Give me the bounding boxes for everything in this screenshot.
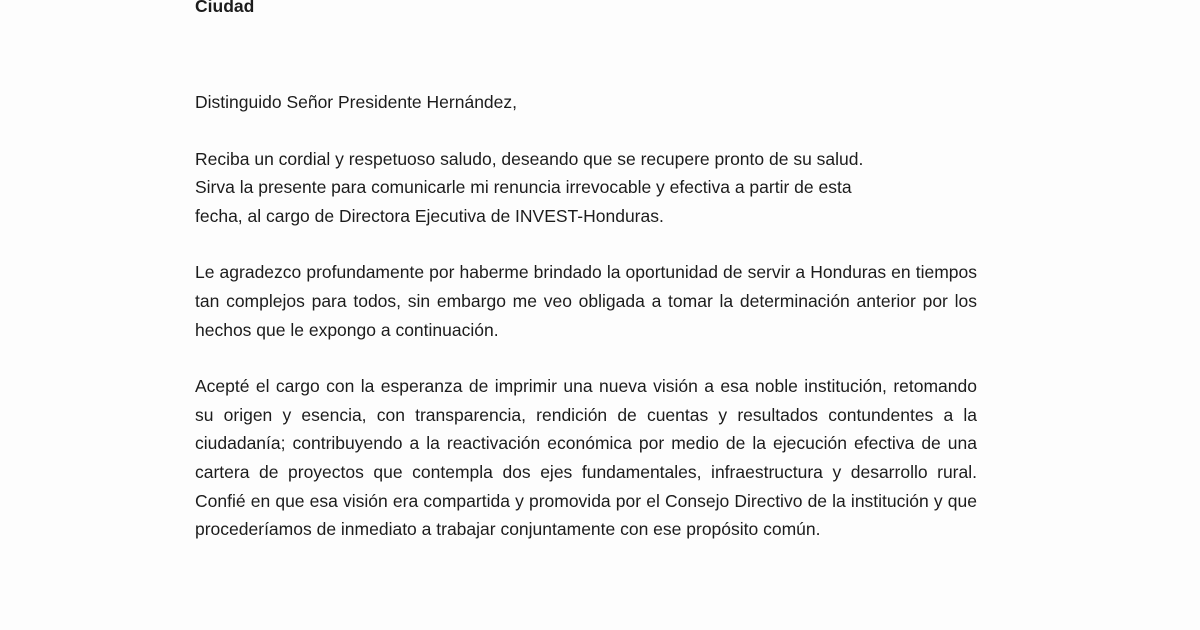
paragraph-1 <box>195 145 977 231</box>
paragraph-1-line-3: fecha, al cargo de Directora Ejecutiva de INVEST-Honduras. <box>195 205 664 226</box>
paragraph-2: Le agradezco profundamente por haberme brindado la oportunidad de servir a Honduras en tiempos tan complejos para todos, sin embargo me veo obligada a tomar la determinación anterior por los hechos que le expongo a continuación. <box>195 262 977 340</box>
paragraph-1-line-2: Sirva la presente para comunicarle mi renuncia irrevocable y efectiva a partir de esta <box>195 177 852 198</box>
paragraph-3: Acepté el cargo con la esperanza de imprimir una nueva visión a esa noble institución, retomando su origen y esencia, con transparencia, rendición de cuentas y resultados contundentes a la ciudadanía; contribuyendo a la reactivación económica por medio de la ejecución efectiva de una cartera de proyectos que contempla dos ejes fundamentales, infraestructura y desarrollo rural. Confié en que esa visión era compartida y promovida por el Consejo Directivo de la institución y que procederíamos de inmediato a trabajar conjuntamente con ese propósito común. <box>195 376 977 540</box>
letter-city: Ciudad <box>195 0 255 16</box>
letter-body <box>195 0 977 544</box>
letter-salutation: Distinguido Señor Presidente Hernández, <box>195 92 517 112</box>
paragraph-1-line-1: Reciba un cordial y respetuoso saludo, deseando que se recupere pronto de su salud. <box>195 148 864 169</box>
